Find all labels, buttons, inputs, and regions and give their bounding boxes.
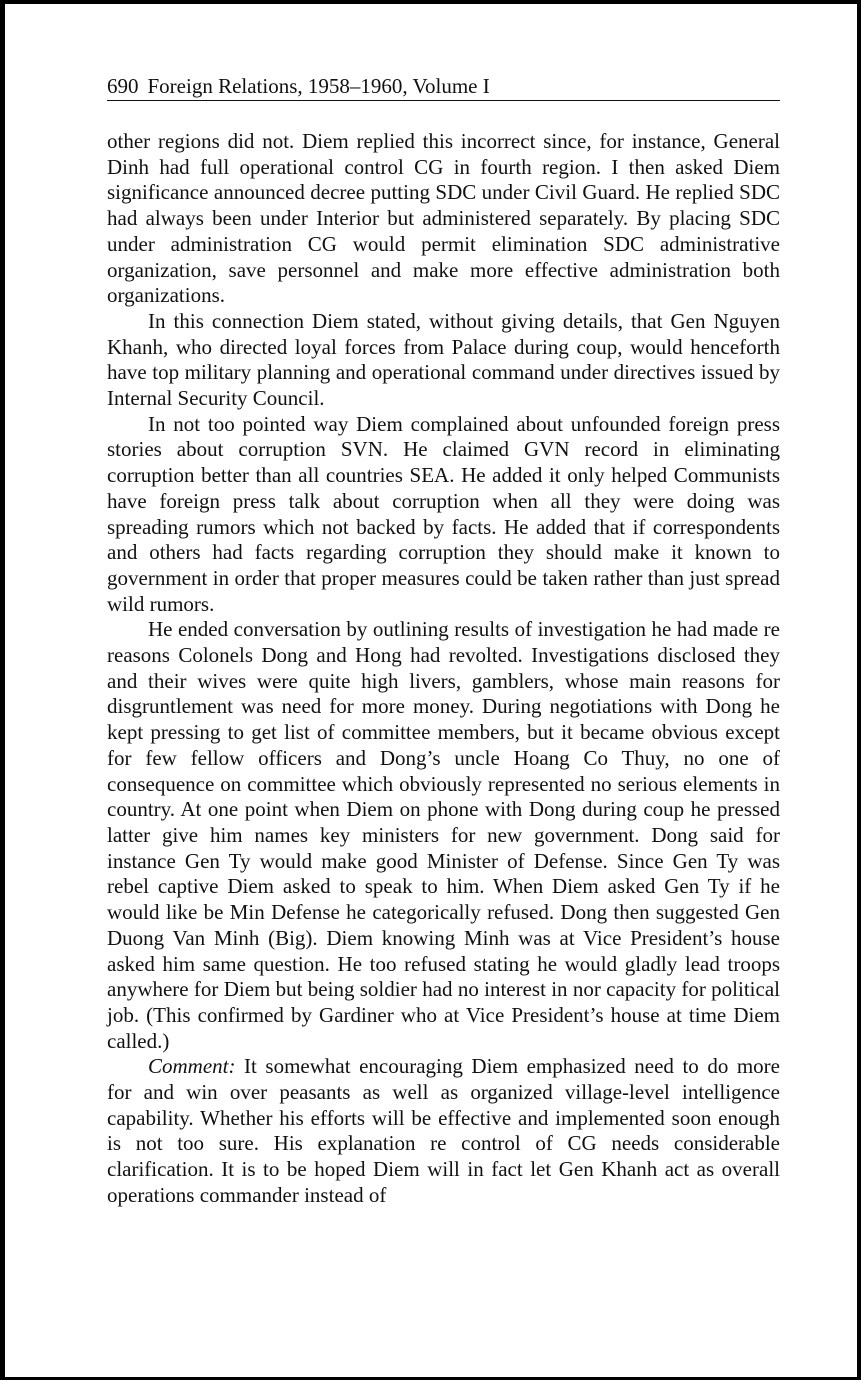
body-text [107, 129, 780, 1209]
scan-border-top [0, 0, 861, 4]
paragraph-continued: other regions did not. Diem replied this incorrect since, for instance, General Dinh had full operational control CG in fourth region. I then asked Diem significance announced decree putting SDC under Civil Guard. He replied SDC had always been under Interior but administered separately. By placing SDC under administration CG would permit elimination SDC administrative organization, save personnel and make more effective administration both organizations. [107, 129, 780, 308]
running-title: Foreign Relations, 1958–1960, Volume I [147, 74, 490, 98]
paragraph-investigation: He ended conversation by outlining results of investigation he had made re reasons Colonels Dong and Hong had revolted. Investigations disclosed they and their wives were quite high livers, gamblers, whose main reasons for disgruntlement was need for more money. During negotiations with Dong he kept pressing to get list of committee members, but it became obvious except for few fellow officers and Dong’s uncle Hoang Co Thuy, no one of consequence on committee which obviously represented no serious elements in country. At one point when Diem on phone with Dong during coup he pressed latter give him names key ministers for new government. Dong said for instance Gen Ty would make good Minister of Defense. Since Gen Ty was rebel captive Diem asked to speak to him. When Diem asked Gen Ty if he would like be Min Defense he categorically refused. Dong then suggested Gen Duong Van Minh (Big). Diem knowing Minh was at Vice President’s house asked him same question. He too refused stating he would gladly lead troops anywhere for Diem but being soldier had no interest in nor capacity for political job. (This confirmed by Gardiner who at Vice President’s house at time Diem called.) [107, 617, 780, 1053]
paragraph-khanh-command: In this connection Diem stated, without giving details, that Gen Nguyen Khanh, who directed loyal forces from Palace during coup, would henceforth have top military planning and operational command under directives issued by Internal Security Council. [107, 308, 780, 411]
running-header [107, 72, 780, 100]
comment-text: It somewhat encouraging Diem emphasized need to do more for and win over peasants as well as organized village-level intelligence capability. Whether his efforts will be effective and implemented soon enough is not too sure. His explanation re control of CG needs considerable clarification. It is to be hoped Diem will in fact let Gen Khanh act as overall operations commander instead of [107, 1054, 780, 1207]
paragraph-comment [107, 1054, 780, 1208]
header-rule [107, 100, 780, 101]
page-number: 690 [107, 74, 139, 98]
paragraph-corruption: In not too pointed way Diem complained about unfounded foreign press stories about corruption SVN. He claimed GVN record in eliminating corruption better than all countries SEA. He added it only helped Communists have foreign press talk about corruption when all they were doing was spreading rumors which not backed by facts. He added that if correspondents and others had facts regarding corruption they should make it known to government in order that proper measures could be taken rather than just spread wild rumors. [107, 411, 780, 616]
scan-border-right [857, 0, 861, 1380]
scan-border-left [0, 0, 5, 1380]
comment-label: Comment: [148, 1054, 236, 1079]
